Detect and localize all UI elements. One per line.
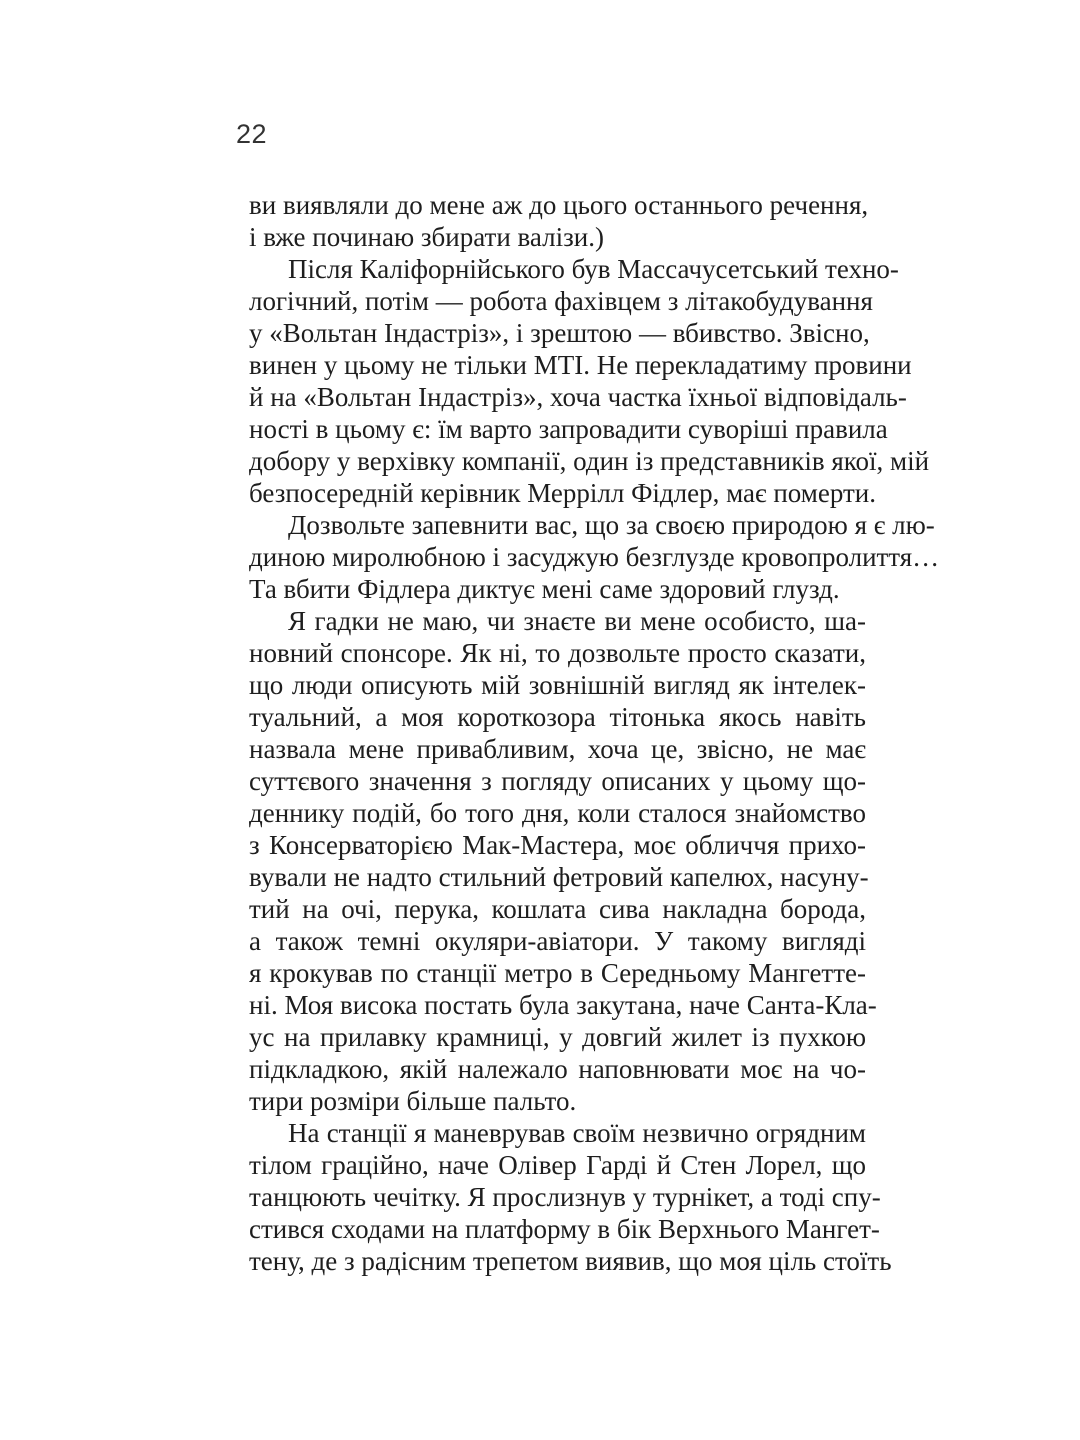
text-line: я крокував по станції метро в Середньому Мангетте-	[249, 958, 866, 988]
text-line: й на «Вольтан Індастріз», хоча частка їхньої відповідаль-	[249, 382, 907, 412]
text-line: новний спонсоре. Як ні, то дозвольте просто сказати,	[249, 638, 866, 668]
paragraph	[249, 253, 930, 509]
text-line: безпосередній керівник Меррілл Фідлер, має померти.	[249, 478, 876, 508]
text-line: тілом граційно, наче Олівер Гарді й Стен Лорел, що	[249, 1150, 866, 1180]
text-line: логічний, потім — робота фахівцем з літакобудування	[249, 286, 873, 316]
text-line: ні. Моя висока постать була закутана, наче Санта-Кла-	[249, 990, 877, 1020]
text-line: Дозвольте запевнити вас, що за своєю природою я є лю-	[288, 510, 935, 540]
text-block	[249, 189, 940, 1277]
text-line: ності в цьому є: їм варто запровадити суворіші правила	[249, 414, 888, 444]
text-line: підкладкою, якій належало наповнювати моє на чо-	[249, 1054, 866, 1084]
text-line: деннику подій, бо того дня, коли сталося знайомство	[249, 798, 866, 828]
paragraph	[249, 1117, 892, 1277]
paragraph	[249, 189, 869, 253]
text-line: вували не надто стильний фетровий капелюх, насуну-	[249, 862, 869, 892]
text-line: і вже починаю збирати валізи.)	[249, 222, 604, 252]
text-line: добору у верхівку компанії, один із представників якої, мій	[249, 446, 930, 476]
text-line: Після Каліфорнійського був Массачусетський техно-	[288, 254, 899, 284]
text-line: назвала мене привабливим, хоча це, звісно, не має	[249, 734, 866, 764]
text-line: що люди описують мій зовнішній вигляд як інтелек-	[249, 670, 866, 700]
text-line: диною миролюбною і засуджую безглузде кровопролиття…	[249, 542, 940, 572]
text-line: суттєвого значення з погляду описаних у цьому що-	[249, 766, 866, 796]
text-line: у «Вольтан Індастріз», і зрештою — вбивство. Звісно,	[249, 318, 870, 348]
paragraph	[249, 605, 877, 1117]
text-line: ви виявляли до мене аж до цього останнього речення,	[249, 190, 869, 220]
text-line: винен у цьому не тільки МТІ. Не перекладатиму провини	[249, 350, 912, 380]
text-line: з Консерваторією Мак-Мастера, моє обличчя прихо-	[249, 830, 866, 860]
text-line: танцюють чечітку. Я прослизнув у турнікет, а тоді спу-	[249, 1182, 881, 1212]
text-line: тий на очі, перука, кошлата сива накладна борода,	[249, 894, 866, 924]
text-line: Я гадки не маю, чи знаєте ви мене особисто, ша-	[288, 606, 866, 636]
text-line: а також темні окуляри-авіатори. У такому вигляді	[249, 926, 866, 956]
paragraph	[249, 509, 940, 605]
text-line: тену, де з радісним трепетом виявив, що моя ціль стоїть	[249, 1246, 892, 1276]
text-line: Та вбити Фідлера диктує мені саме здоровий глузд.	[249, 574, 840, 604]
text-line: стився сходами на платформу в бік Верхнього Мангет-	[249, 1214, 880, 1244]
text-line: На станції я маневрував своїм незвично огрядним	[288, 1118, 866, 1148]
text-line: туальний, а моя короткозора тітонька якось навіть	[249, 702, 866, 732]
text-line: тири розміри більше пальто.	[249, 1086, 577, 1116]
page-number: 22	[236, 119, 268, 149]
text-line: ус на прилавку крамниці, у довгий жилет із пухкою	[249, 1022, 866, 1052]
